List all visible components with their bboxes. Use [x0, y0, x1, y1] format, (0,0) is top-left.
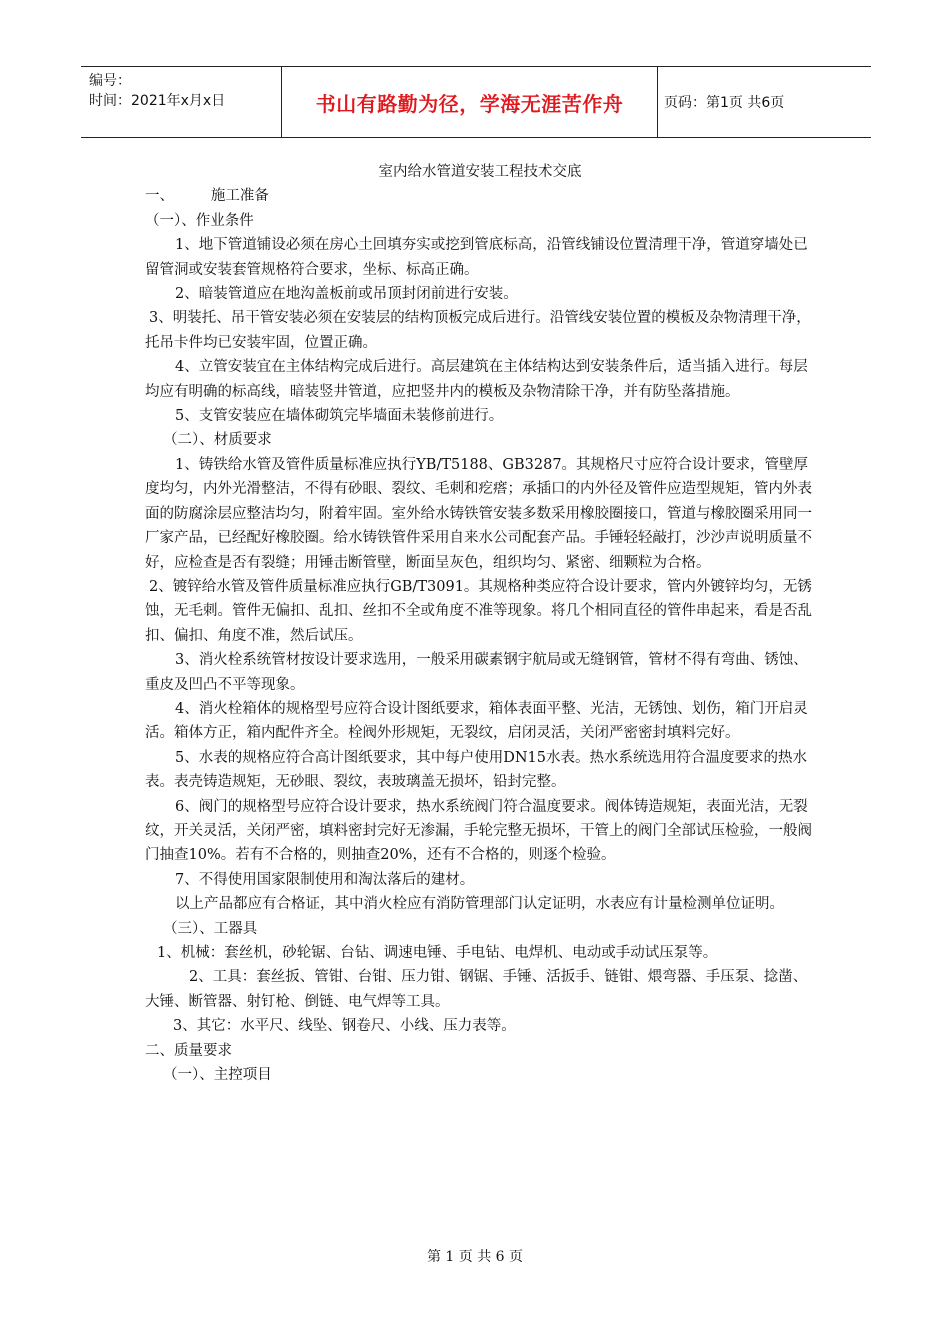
paragraph: 5、水表的规格应符合高计图纸要求，其中每户使用DN15水表。热水系统选用符合温度要求的热水表。表壳铸造规矩，无砂眼、裂纹，表玻璃盖无损坏，铅封完整。: [145, 749, 807, 791]
paragraph: 2、暗装管道应在地沟盖板前或吊顶封闭前进行安装。: [175, 286, 518, 303]
motto: 书山有路勤为径，学海无涯苦作舟: [315, 92, 624, 116]
paragraph: 4、立管安装宜在主体结构完成后进行。高层建筑在主体结构达到安装条件后，适当插入进行。每层均应有明确的标高线，暗装竖井管道，应把竖井内的模板及杂物清除干净，并有防坠落措施。: [145, 359, 808, 400]
paragraph: 1、铸铁给水管及管件质量标准应执行YB/T5188、GB3287。其规格尺寸应符合设计要求，管壁厚度均匀，内外光滑整洁，不得有砂眼、裂纹、毛刺和疙瘩；承插口的内外径及管件应造型规矩，管内外表面的防腐涂层应整洁均匀，附着牢固。室外给水铸铁管安装多数采用橡胶圈接口，管道与橡胶圈采用同一厂家产品，已经配好橡胶圈。给水铸铁管件采用自来水公司配套产品。手锤轻轻敲打，沙沙声说明质量不好，应检查是否有裂缝；用锤击断管壁，断面呈灰色，组织均匀、紧密、细颗粒为合格。: [145, 456, 812, 571]
paragraph: 7、不得使用国家限制使用和淘汰落后的建材。: [175, 871, 475, 888]
page-footer: 第 1 页 共 6 页: [426, 1249, 524, 1265]
subsection-heading: （一）、作业条件: [145, 212, 254, 229]
header-page-label: 页码：第1页 共6页: [664, 95, 785, 111]
paragraph: 1、机械：套丝机，砂轮锯、台钻、调速电锤、手电钻、电焊机、电动或手动试压泵等。: [157, 945, 718, 961]
subsection-heading: （二）、材质要求: [163, 432, 272, 449]
subsection-heading: （一）、主控项目: [163, 1067, 272, 1084]
document-body: [145, 160, 815, 1087]
paragraph: 1、地下管道铺设必须在房心土回填夯实或挖到管底标高，沿管线铺设位置清理干净，管道穿墙处已留管洞或安装套管规格符合要求，坐标、标高正确。: [145, 237, 808, 278]
time-label: 时间：2021年x月x日: [89, 93, 226, 109]
page-header: [81, 66, 871, 138]
paragraph: 5、支管安装应在墙体砌筑完毕墙面未装修前进行。: [175, 408, 504, 425]
paragraph: 6、阀门的规格型号应符合设计要求，热水系统阀门符合温度要求。阀体铸造规矩，表面光洁，无裂纹，开关灵活，关闭严密，填料密封完好无渗漏，手轮完整无损坏，干管上的阀门全部试压检验，一般阀门抽查10%。若有不合格的，则抽查20%，还有不合格的，则逐个检验。: [145, 798, 812, 864]
header-meta: [89, 71, 279, 111]
paragraph: 2、工具：套丝扳、管钳、台钳、压力钳、钢锯、手锤、活扳手、链钳、煨弯器、手压泵、捻凿、大锤、断管器、射钉枪、倒链、电气焊等工具。: [145, 969, 808, 1010]
paragraph: 3、其它：水平尺、线坠、钢卷尺、小线、压力表等。: [173, 1018, 516, 1035]
paragraph: 3、消火栓系统管材按设计要求选用，一般采用碳素钢宇航局或无缝钢管，管材不得有弯曲、锈蚀、重皮及凹凸不平等现象。: [145, 652, 808, 693]
code-label: 编号：: [89, 73, 131, 89]
paragraph: 4、消火栓箱体的规格型号应符合设计图纸要求，箱体表面平整、光洁，无锈蚀、划伤，箱门开启灵活。箱体方正，箱内配件齐全。栓阀外形规矩，无裂纹，启闭灵活，关闭严密密封填料完好。: [145, 700, 808, 742]
subsection-heading: （三）、工器具: [163, 920, 258, 937]
document-title: 室内给水管道安装工程技术交底: [378, 164, 582, 180]
paragraph: 3、明装托、吊干管安装必须在安装层的结构顶板完成后进行。沿管线安装位置的模板及杂物清理干净，托吊卡件均已安装牢固，位置正确。: [145, 310, 811, 351]
section-heading: 一、 施工准备: [145, 188, 269, 205]
paragraph: 2、镀锌给水管及管件质量标准应执行GB/T3091。其规格种类应符合设计要求，管内外镀锌均匀，无锈蚀，无毛刺。管件无偏扣、乱扣、丝扣不全或角度不准等现象。将几个相同直径的管件串起来，看是否乱扣、偏扣、角度不准，然后试压。: [145, 578, 812, 644]
paragraph: 以上产品都应有合格证，其中消火栓应有消防管理部门认定证明，水表应有计量检测单位证明。: [175, 896, 784, 913]
section-heading: 二、质量要求: [145, 1042, 232, 1059]
motto-cell: [281, 67, 658, 137]
